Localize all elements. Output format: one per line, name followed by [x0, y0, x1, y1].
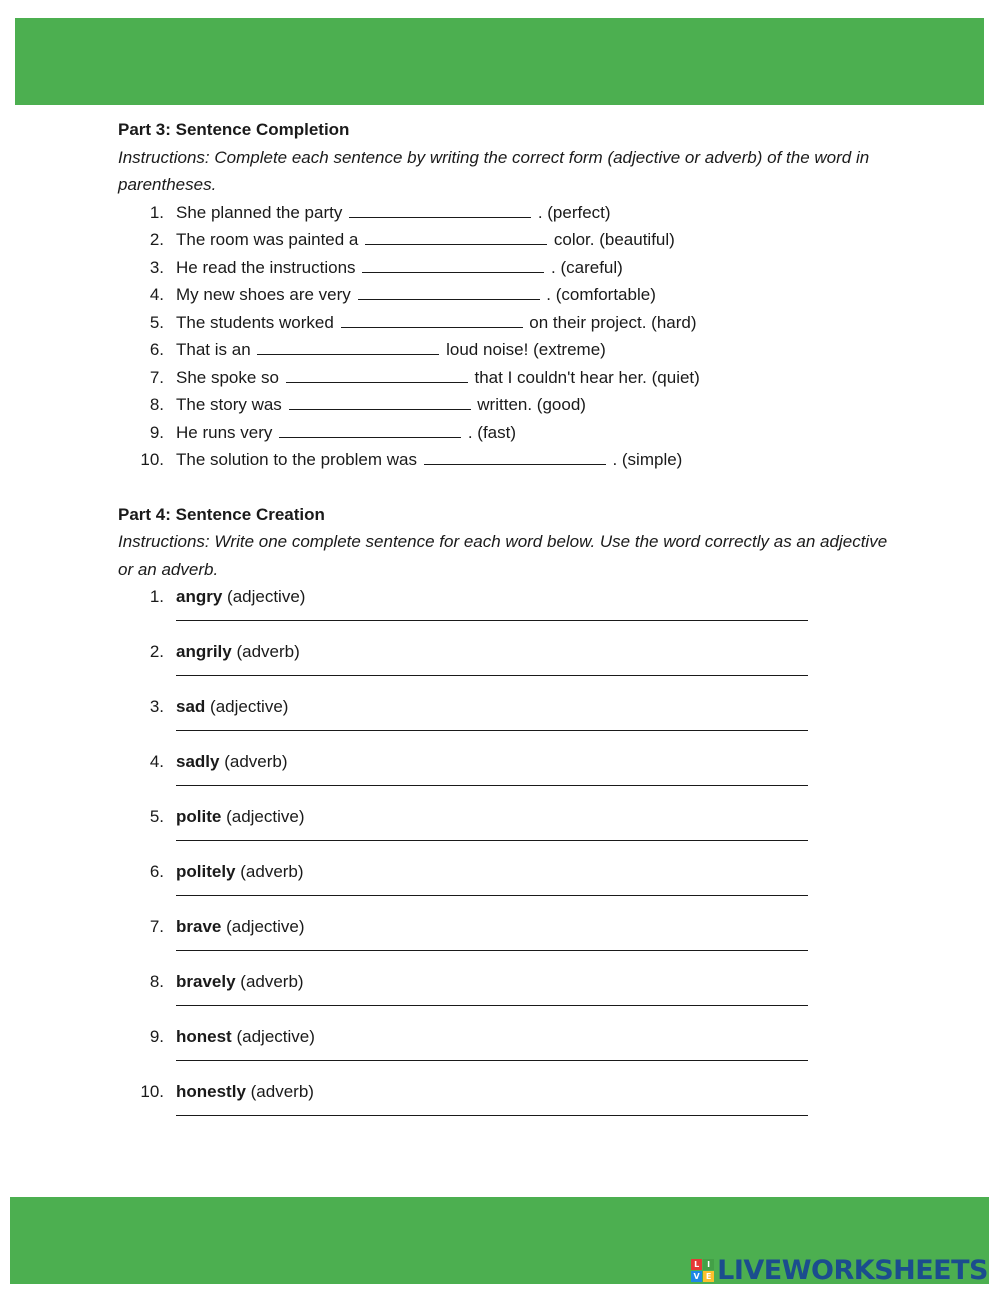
- answer-line[interactable]: [176, 840, 808, 841]
- logo-letter: V: [691, 1271, 702, 1282]
- answer-line[interactable]: [176, 730, 808, 731]
- liveworksheets-logo: [691, 1254, 988, 1286]
- answer-blank[interactable]: [365, 229, 547, 245]
- part3-list: [118, 199, 898, 474]
- logo-text: LIVEWORKSHEETS: [717, 1254, 988, 1286]
- part3-item: 6. That is an loud noise! (extreme): [149, 340, 606, 359]
- answer-line[interactable]: [176, 785, 808, 786]
- answer-blank[interactable]: [279, 422, 461, 438]
- part3-item: 2. The room was painted a color. (beautiful): [149, 230, 675, 249]
- answer-blank[interactable]: [289, 394, 471, 410]
- part3-item: 7. She spoke so that I couldn't hear her. (quiet): [149, 367, 700, 387]
- part4-item: 6. politely (adverb): [118, 858, 898, 913]
- answer-blank[interactable]: [358, 284, 540, 300]
- worksheet-content: [118, 116, 898, 1133]
- answer-line[interactable]: [176, 675, 808, 676]
- logo-mark-icon: [691, 1259, 714, 1282]
- answer-blank[interactable]: [286, 367, 468, 383]
- part3-item: 8. The story was written. (good): [149, 395, 586, 414]
- part4-item: 2. angrily (adverb): [118, 638, 898, 693]
- part4-item: 4. sadly (adverb): [118, 748, 898, 803]
- part4-item: 9. honest (adjective): [118, 1023, 898, 1078]
- header-banner: [15, 18, 984, 105]
- logo-letter: I: [703, 1259, 714, 1270]
- section-spacer: [118, 474, 898, 501]
- answer-line[interactable]: [176, 620, 808, 621]
- part3-heading: Part 3: Sentence Completion: [118, 120, 350, 139]
- answer-line[interactable]: [176, 895, 808, 896]
- part4-item: 3. sad (adjective): [118, 693, 898, 748]
- part4-heading: Part 4: Sentence Creation: [118, 504, 325, 524]
- part4-instructions: Instructions: Write one complete sentence for each word below. Use the word correctly as an adjective or an adverb.: [118, 532, 888, 579]
- part4-item: 5. polite (adjective): [118, 803, 898, 858]
- part4-item: 1. angry (adjective): [118, 583, 898, 638]
- part4-item: 7. brave (adjective): [118, 913, 898, 968]
- part3-item: 9. He runs very . (fast): [149, 422, 517, 442]
- answer-line[interactable]: [176, 1060, 808, 1061]
- answer-blank[interactable]: [349, 202, 531, 218]
- part3-item: 1. She planned the party . (perfect): [149, 202, 611, 222]
- part3-item: 5. The students worked on their project. (hard): [149, 312, 697, 332]
- part4-list: [118, 583, 898, 1133]
- answer-line[interactable]: [176, 1005, 808, 1006]
- part4-item: 8. bravely (adverb): [118, 968, 898, 1023]
- answer-line[interactable]: [176, 950, 808, 951]
- answer-line[interactable]: [176, 1115, 808, 1116]
- part3-item: 10. The solution to the problem was . (simple): [140, 450, 683, 469]
- answer-blank[interactable]: [424, 449, 606, 465]
- answer-blank[interactable]: [341, 312, 523, 328]
- part3-item: 4. My new shoes are very . (comfortable): [149, 285, 656, 304]
- logo-letter: E: [703, 1271, 714, 1282]
- answer-blank[interactable]: [362, 257, 544, 273]
- part3-instructions: Instructions: Complete each sentence by writing the correct form (adjective or adverb) of the word in parentheses.: [118, 147, 870, 194]
- part4-item: 10. honestly (adverb): [118, 1078, 898, 1133]
- part3-item: 3. He read the instructions . (careful): [149, 257, 623, 277]
- logo-letter: L: [691, 1259, 702, 1270]
- answer-blank[interactable]: [257, 339, 439, 355]
